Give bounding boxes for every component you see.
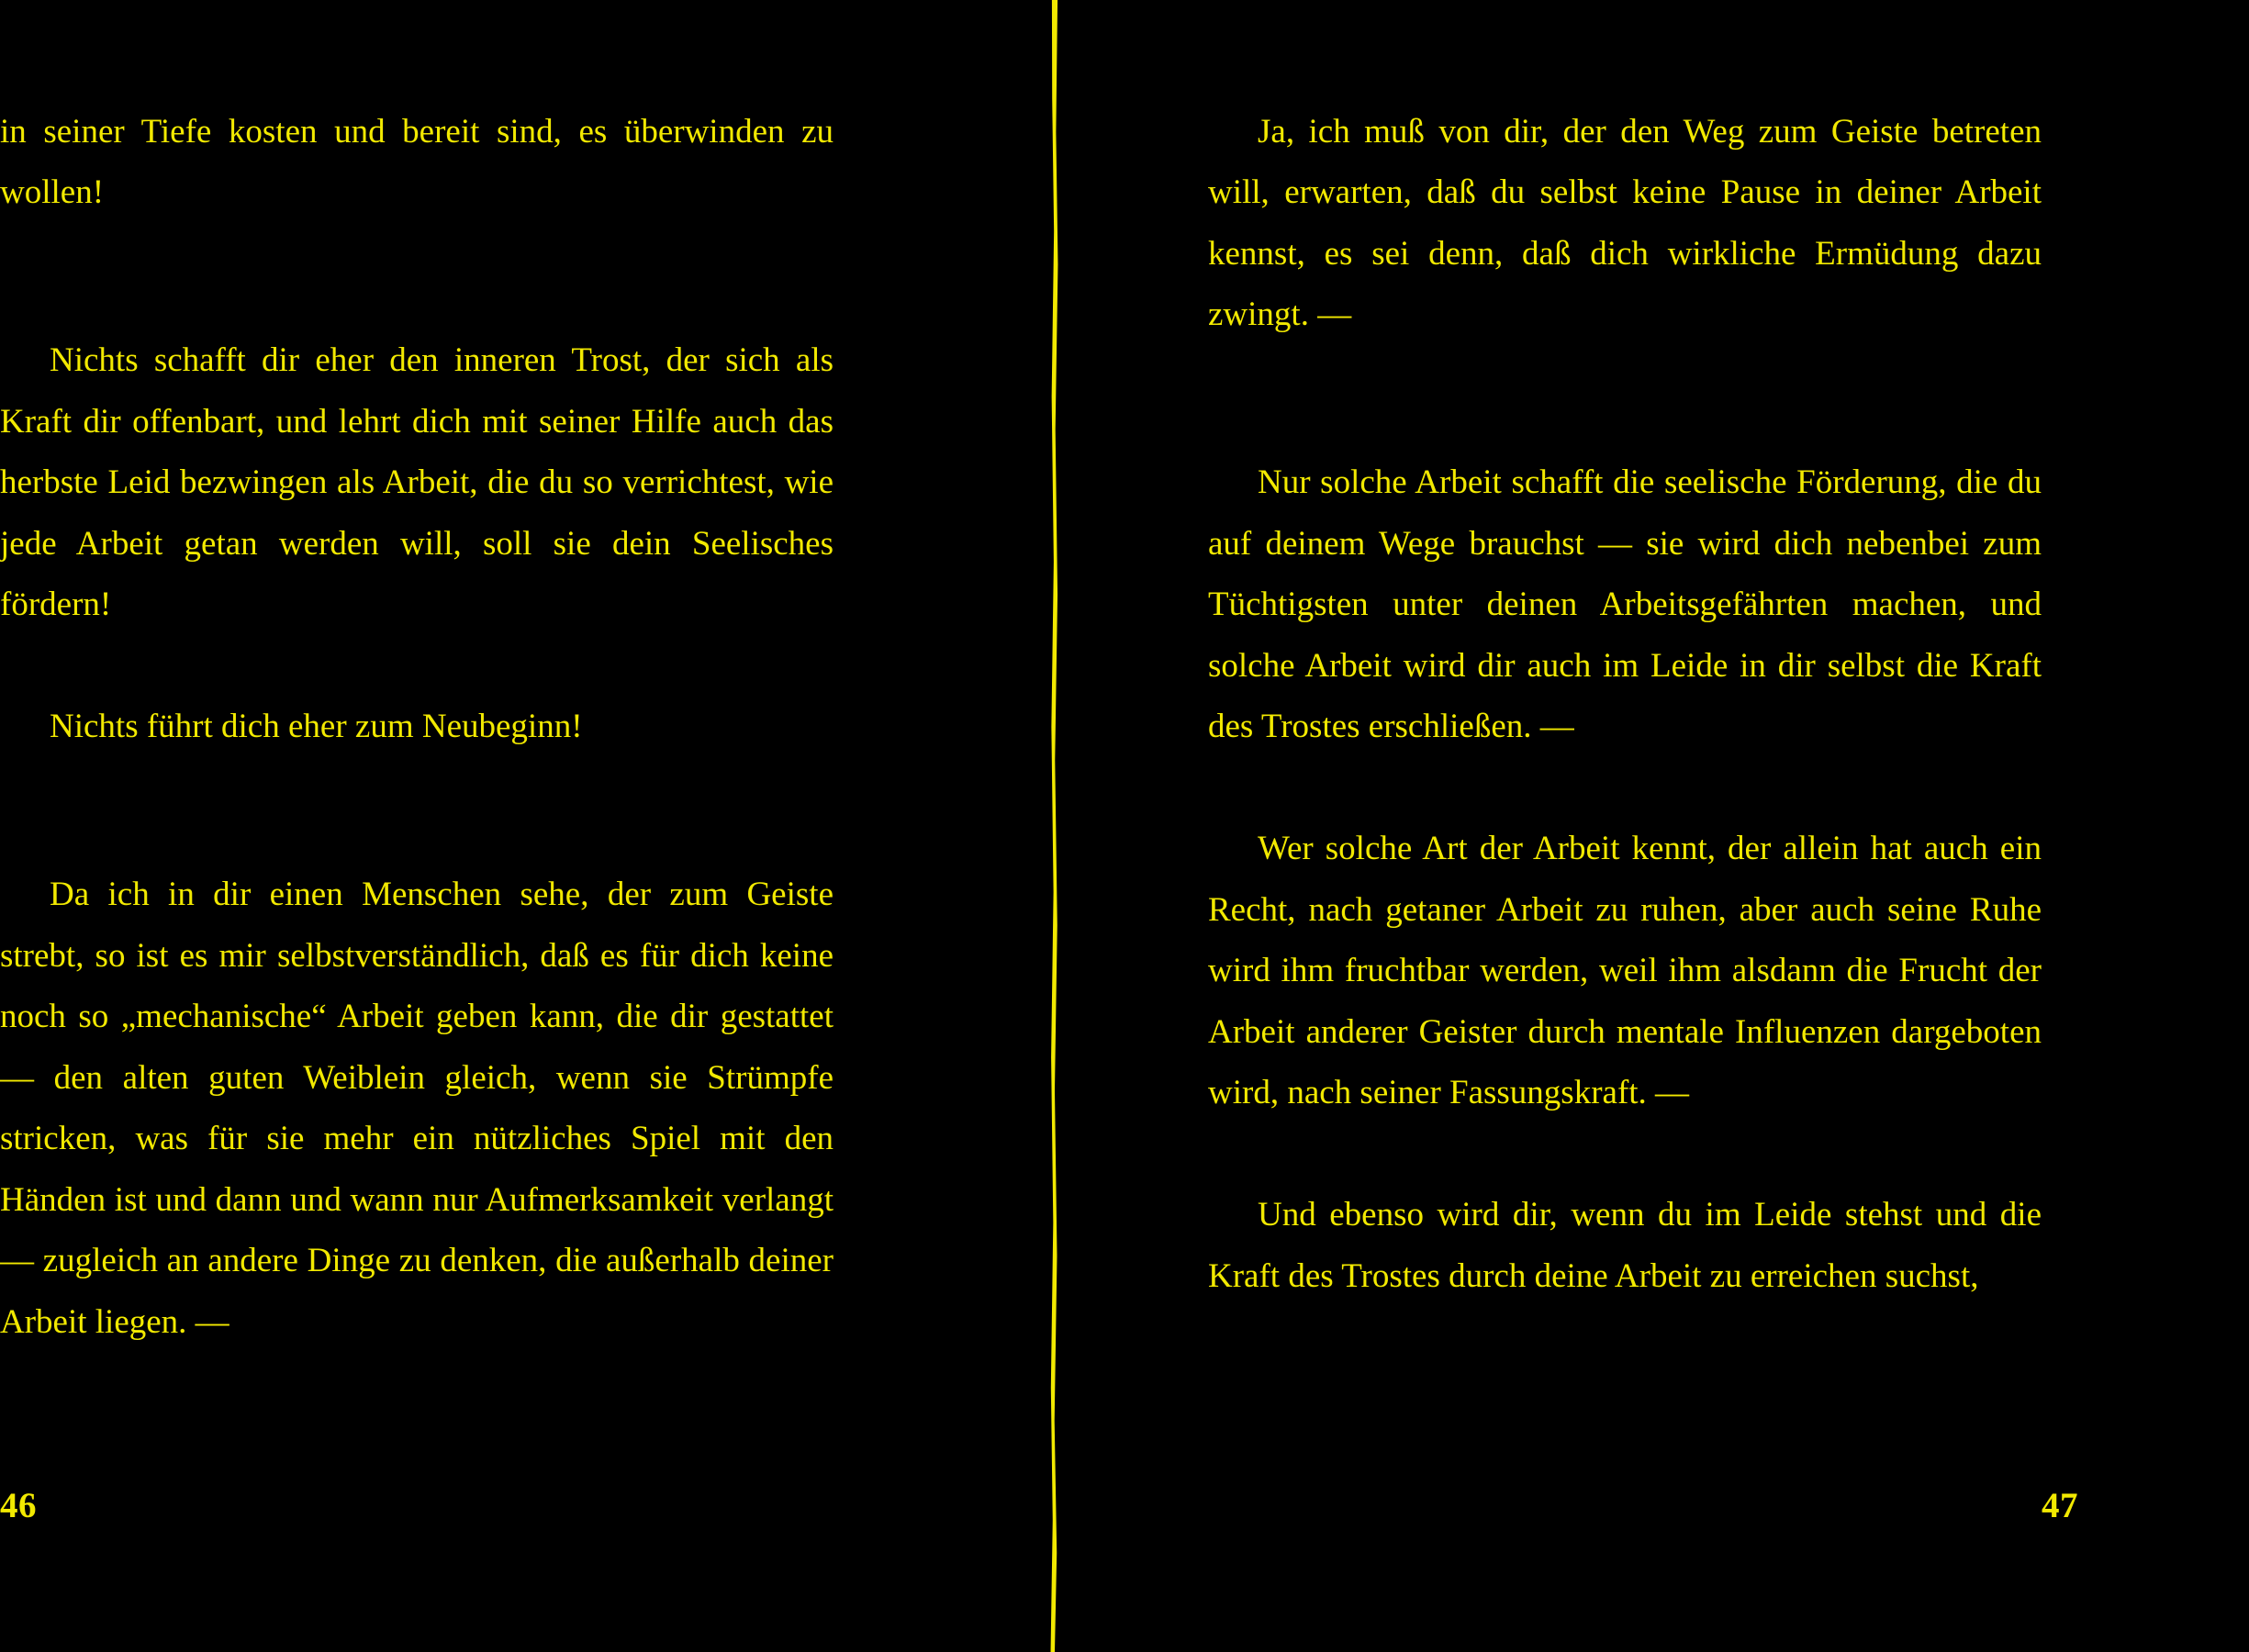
page-gutter-divider <box>1048 0 1061 1652</box>
right-page <box>1061 0 2249 1652</box>
paragraph: Und ebenso wird dir, wenn du im Leide stehst und die Kraft des Trostes durch deine Arbeit zu erreichen suchst, <box>1208 1196 2042 1295</box>
left-page-text <box>0 40 834 1414</box>
paragraph: Nichts führt dich eher zum Neubeginn! <box>50 708 583 745</box>
paragraph: Ja, ich muß von dir, der den Weg zum Geiste betreten will, erwarten, daß du selbst keine Pause in deiner Arbeit kennst, es sei denn, daß dich wirkliche Ermüdung dazu zwingt. — <box>1208 112 2042 333</box>
paragraph: Nur solche Arbeit schafft die seelische Förderung, die du auf deinem Wege brauchst — sie wird dich nebenbei zum Tüchtigsten unter deinen Arbeitsgefährten machen, und solche Arbeit wird dir auch im Leide in dir selbst die Kraft des Trostes erschließen. — <box>1208 463 2042 745</box>
left-page <box>0 0 1048 1652</box>
page-number-right: 47 <box>2042 1486 2078 1525</box>
paragraph: Nichts schafft dir eher den inneren Trost, der sich als Kraft dir offenbart, und lehrt dich mit seiner Hilfe auch das herbste Leid bezwingen als Arbeit, die du so verrichtest, wie jede Arbeit getan werden will, soll sie dein Seelisches fördern! <box>0 341 834 623</box>
right-page-text <box>1208 40 2042 1368</box>
paragraph: Da ich in dir einen Menschen sehe, der zum Geiste strebt, so ist es mir selbstverständlich, daß es für dich keine noch so „mechanische“ Arbeit geben kann, die dir gestattet — den alten guten Weiblein gleich, wenn sie Strümpfe stricken, was für sie mehr ein nützliches Spiel mit den Händen ist und dann und wann nur Aufmerksamkeit verlangt — zugleich an andere Dinge zu denken, die außerhalb deiner Arbeit liegen. — <box>0 876 834 1341</box>
page-number-left: 46 <box>0 1486 37 1525</box>
paragraph: in seiner Tiefe kosten und bereit sind, es überwinden zu wollen! <box>0 112 834 211</box>
paragraph: Wer solche Art der Arbeit kennt, der allein hat auch ein Recht, nach getaner Arbeit zu ruhen, aber auch seine Ruhe wird ihm fruchtbar werden, weil ihm alsdann die Frucht der Arbeit anderer Geister durch mentale Influenzen dargeboten wird, nach seiner Fassungskraft. — <box>1208 830 2042 1111</box>
